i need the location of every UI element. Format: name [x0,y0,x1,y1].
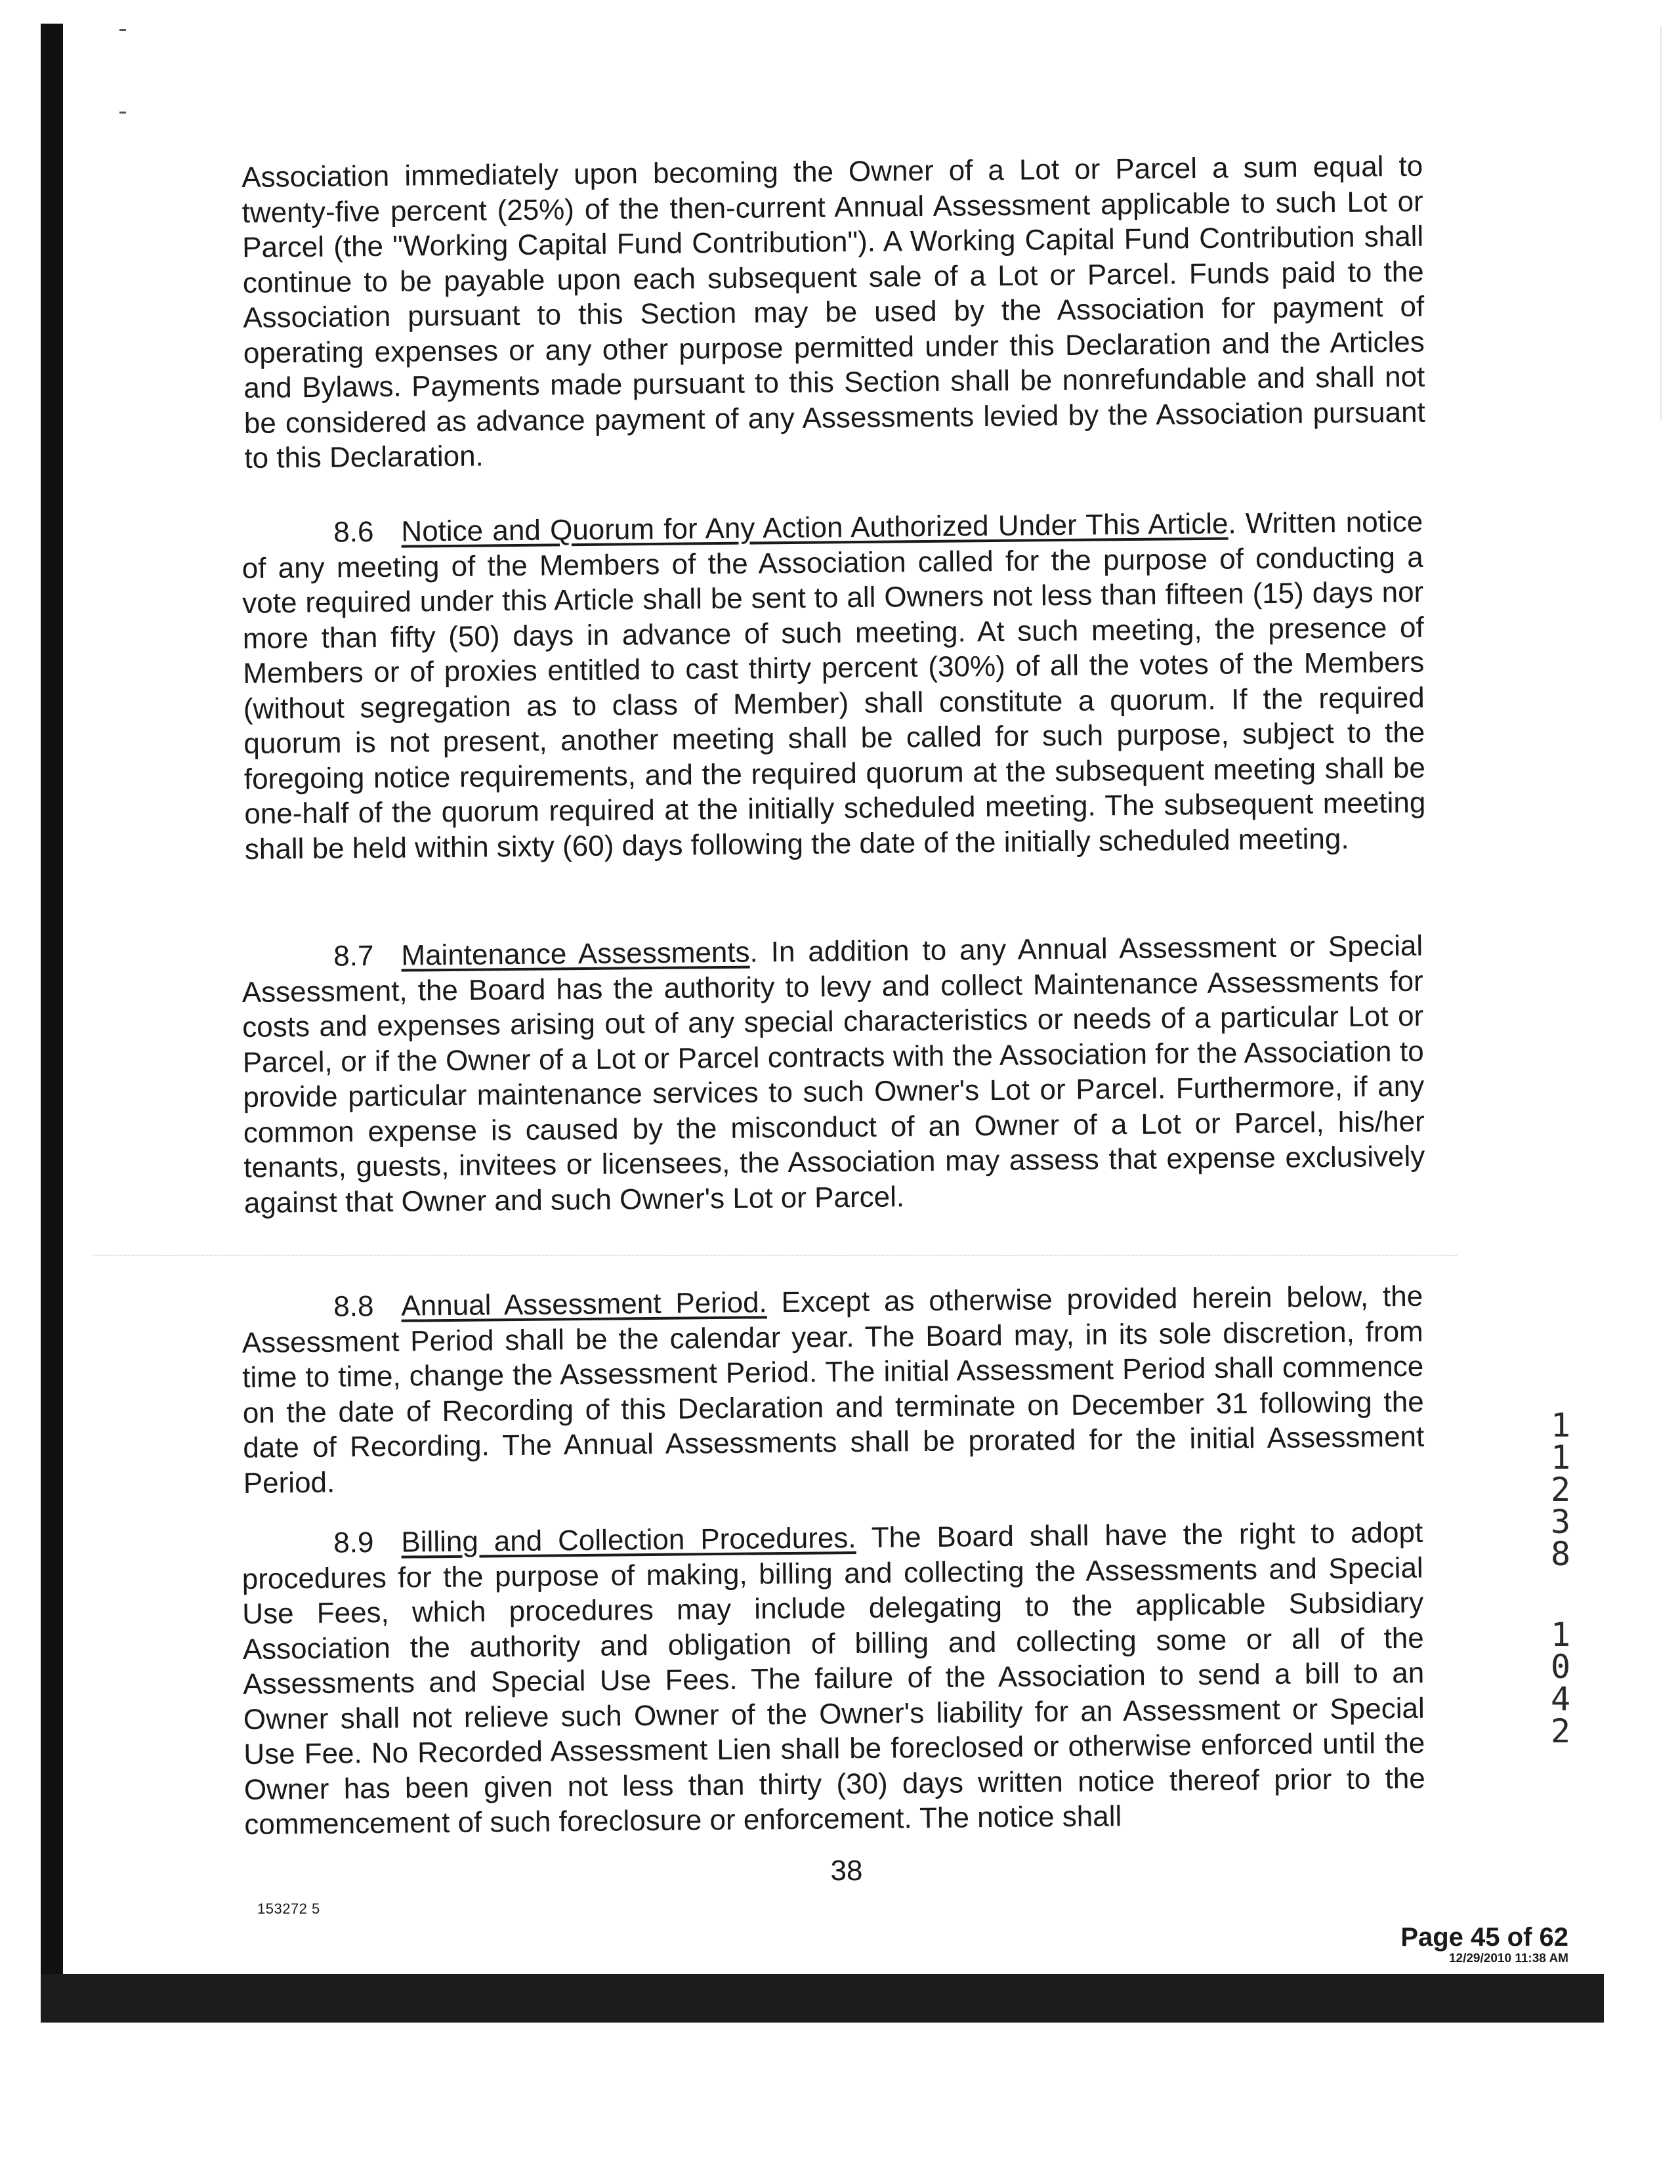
section-8-6: 8.6 Notice and Quorum for Any Action Authorized Under This Article. Written notice of any meeting of the Members of the Association called for the purpose of conducting a vote required under this Article shall be sent to all Owners not less than fifteen (15) days nor more than fifty (50) days in advance of such meeting. At such meeting, the presence of Members or of proxies entitled to cast thirty percent (30%) of all the votes of the Members (without segregation as to class of Member) shall constitute a quorum. If the required quorum is not present, another meeting shall be called for such purpose, subject to the foregoing notice requirements, and the required quorum at the subsequent meeting shall be one-half of the quorum required at the initially scheduled meeting. The subsequent meeting shall be held within sixty (60) days following the date of the initially scheduled meeting. [242,505,1426,866]
section-text: Except as otherwise provided herein below, the Assessment Period shall be the calendar year. The Board may, in its sole discretion, from time to time, change the Assessment Period. The initial Assessment Period shall commence on the date of Recording of this Declaration and terminate on December 31 following the date of Recording. The Annual Assessments shall be prorated for the initial Assessment Period. [242,1280,1425,1500]
margin-digit: 1 [1550,1438,1571,1477]
scan-border-left [41,24,63,2023]
margin-digit: 4 [1550,1680,1571,1718]
margin-recording-number [1547,1406,1574,1750]
page-number: 38 [830,1855,863,1887]
section-title: Notice and Quorum for Any Action Authorized Under This Article [401,507,1228,548]
document-id: 153272 5 [257,1900,320,1917]
section-number: 8.9 [333,1526,374,1559]
section-title: Billing and Collection Procedures. [401,1522,856,1559]
scan-border-bottom [41,1974,1604,2023]
section-text: The Board shall have the right to adopt procedures for the purpose of making, billing and collecting the Assessments and Special Use Fees, which procedures may include delegating to the applicable Subsidiary Association the authority and obligation of billing and collecting some or all of the Assessments and Special Use Fees. The failure of the Association to send a bill to an Owner shall not relieve such Owner of the Owner's liability for an Assessment or Special Use Fee. No Recorded Assessment Lien shall be foreclosed or otherwise enforced until the Owner has been given not less than thirty (30) days written notice thereof prior to the commencement of such foreclosure or enforcement. The notice shall [242,1516,1426,1841]
section-8-7: 8.7 Maintenance Assessments. In addition to any Annual Assessment or Special Assessment, the Board has the authority to levy and collect Maintenance Assessments for costs and expenses arising out of any special characteristics or needs of a particular Lot or Parcel, or if the Owner of a Lot or Parcel contracts with the Association for the Association to provide particular maintenance services to such Owner's Lot or Parcel. Furthermore, if any common expense is caused by the misconduct of an Owner of a Lot or Parcel, his/her tenants, guests, invitees or licensees, the Association may assess that expense exclusively against that Owner and such Owner's Lot or Parcel. [242,929,1425,1219]
section-title: Annual Assessment Period. [401,1286,767,1322]
paragraph-continuation [242,149,1426,476]
stamp-page-label: Page 45 of 62 [1400,1923,1568,1952]
scan-speck [119,29,126,31]
recording-stamp [1372,1923,1568,1966]
margin-gap [1547,1570,1574,1619]
paragraph-text: Association immediately upon becoming the Owner of a Lot or Parcel a sum equal to twenty-five percent (25%) of the then-current Annual Assessment applicable to such Lot or Parcel (the "Working Capital Fund Contribution"). A Working Capital Fund Contribution shall continue to be payable upon each subsequent sale of a Lot or Parcel. Funds paid to the Association pursuant to this Section may be used by the Association for payment of operating expenses or any other purpose permitted under this Declaration and the Articles and Bylaws. Payments made pursuant to this Section shall be nonrefundable and shall not be considered as advance payment of any Assessments levied by the Association pursuant to this Declaration. [242,150,1426,474]
scan-speck [119,112,126,114]
section-text: In addition to any Annual Assessment or Special Assessment, the Board has the authority to levy and collect Maintenance Assessments for costs and expenses arising out of any special characteristics or needs of a particular Lot or Parcel, or if the Owner of a Lot or Parcel contracts with the Association for the Association to provide particular maintenance services to such Owner's Lot or Parcel. Furthermore, if any common expense is caused by the misconduct of an Owner of a Lot or Parcel, his/her tenants, guests, invitees or licensees, the Association may assess that expense exclusively against that Owner and such Owner's Lot or Parcel. [242,929,1425,1219]
margin-digit: 3 [1550,1503,1571,1541]
margin-digit: 2 [1550,1712,1571,1750]
section-number: 8.7 [333,940,374,973]
section-8-8 [242,1279,1425,1501]
margin-digit: 8 [1550,1535,1571,1573]
section-number: 8.8 [333,1290,374,1323]
section-text: Written notice of any meeting of the Members of the Association called for the purpose of conducting a vote required under this Article shall be sent to all Owners not less than fifteen (15) days nor more than fifty (50) days in advance of such meeting. At such meeting, the presence of Members or of proxies entitled to cast thirty percent (30%) of all the votes of the Members (without segregation as to class of Member) shall constitute a quorum. If the required quorum is not present, another meeting shall be called for such purpose, subject to the foregoing notice requirements, and the required quorum at the subsequent meeting shall be one-half of the quorum required at the initially scheduled meeting. The subsequent meeting shall be held within sixty (60) days following the date of the initially scheduled meeting. [242,505,1426,866]
section-title: Maintenance Assessments [401,936,750,972]
margin-digit: 0 [1550,1648,1571,1686]
section-8-9 [242,1515,1426,1843]
stamp-datetime: 12/29/2010 11:38 AM [1448,1952,1568,1965]
section-number: 8.6 [333,516,374,549]
margin-digit: 1 [1550,1406,1571,1444]
margin-digit: 1 [1550,1616,1571,1654]
scan-dotted-line [92,1255,1457,1256]
scan-edge-right [1660,26,1662,420]
margin-digit: 2 [1550,1471,1571,1509]
